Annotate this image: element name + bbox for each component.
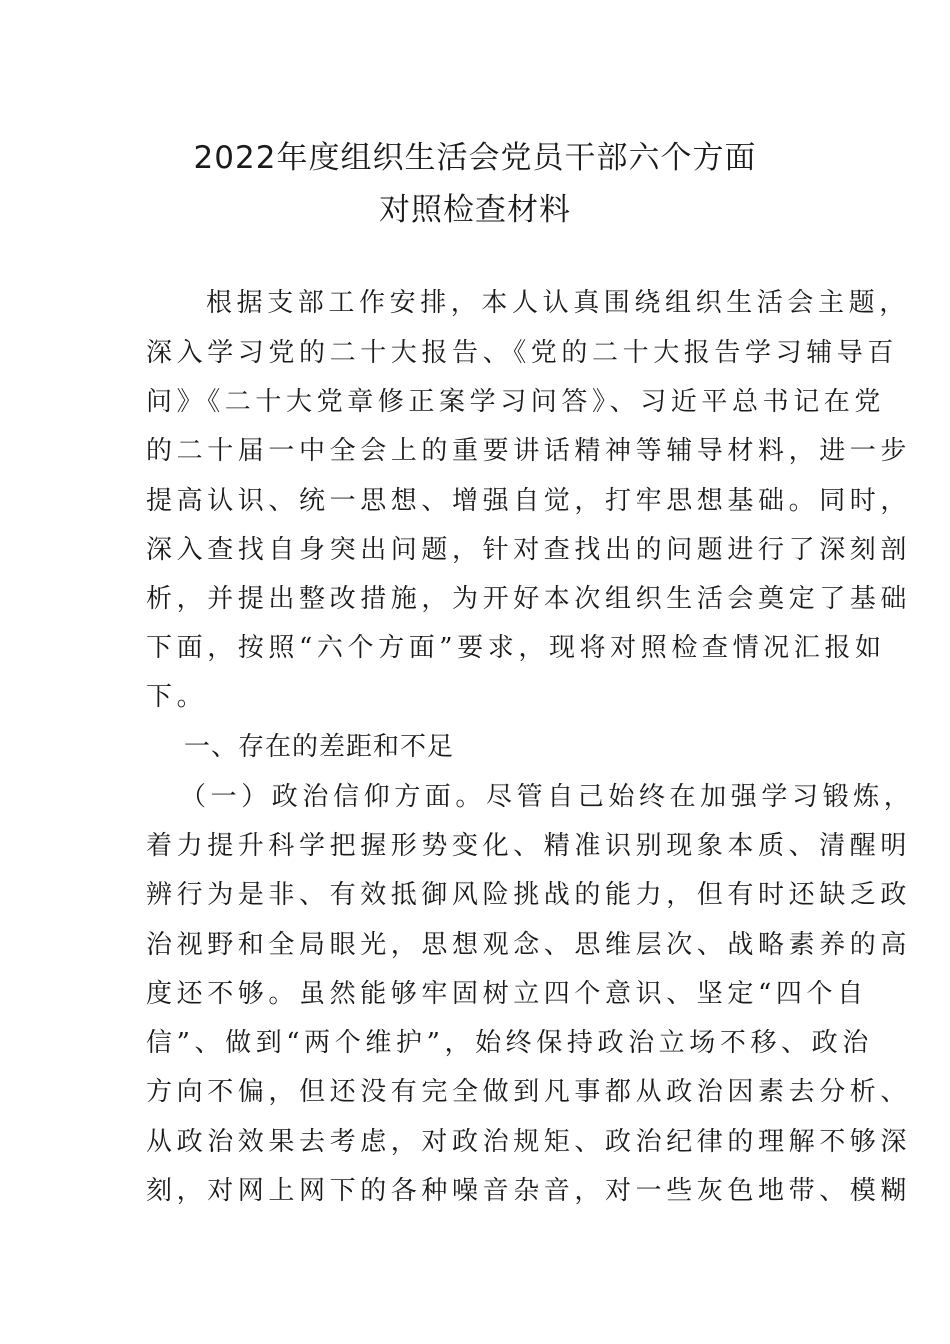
section-line: （一）政治信仰方面。尽管自己始终在加强学习锻炼， [180, 782, 915, 812]
section-line: 着力提升科学把握形势变化、精准识别现象本质、清醒明 [146, 831, 912, 861]
intro-line: 下。 [146, 682, 208, 712]
intro-line: 根据支部工作安排，本人认真围绕组织生活会主题， [206, 288, 910, 318]
section-line: 度还不够。虽然能够牢固树立四个意识、坚定“四个自 [146, 979, 868, 1009]
document-title-line-1: 2022年度组织生活会党员干部六个方面 [193, 140, 757, 176]
intro-line: 下面，按照“六个方面”要求，现将对照检查情况汇报如 [146, 633, 886, 663]
section-line: 方向不偏，但还没有完全做到凡事都从政治因素去分析、 [146, 1077, 912, 1107]
intro-line: 深入学习党的二十大报告、《党的二十大报告学习辅导百 [146, 338, 899, 368]
section-heading: 一、存在的差距和不足 [184, 732, 455, 762]
intro-line: 析，并提出整改措施，为开好本次组织生活会奠定了基础 [146, 584, 912, 614]
section-line: 治视野和全局眼光，思想观念、思维层次、战略素养的高 [146, 930, 912, 960]
section-line: 信”、做到“两个维护”，始终保持政治立场不移、政治 [146, 1028, 873, 1058]
document-title-line-2: 对照检查材料 [379, 192, 571, 228]
section-line: 辨行为是非、有效抵御风险挑战的能力，但有时还缺乏政 [146, 880, 912, 910]
intro-line: 的二十届一中全会上的重要讲话精神等辅导材料，进一步 [146, 436, 912, 466]
section-line: 从政治效果去考虑，对政治规矩、政治纪律的理解不够深 [146, 1127, 912, 1157]
section-line: 刻，对网上网下的各种噪音杂音，对一些灰色地带、模糊 [146, 1176, 912, 1206]
intro-line: 问》《二十大党章修正案学习问答》、习近平总书记在党 [146, 387, 886, 417]
intro-line: 提高认识、统一思想、增强自觉，打牢思想基础。同时， [146, 486, 912, 516]
intro-line: 深入查找自身突出问题，针对查找出的问题进行了深刻剖 [146, 535, 912, 565]
